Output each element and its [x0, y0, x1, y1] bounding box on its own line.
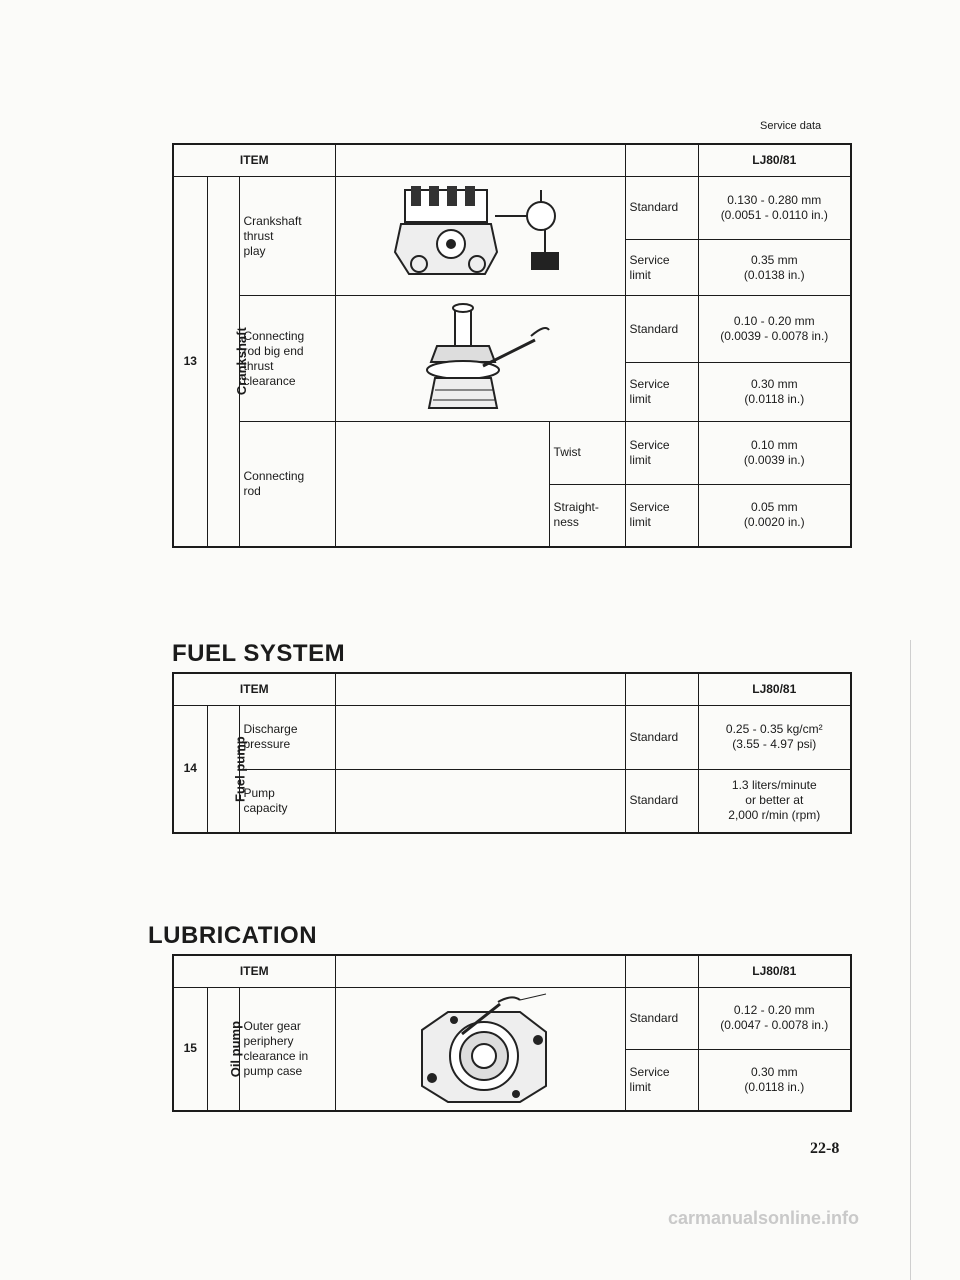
spec-label: Standard [625, 296, 698, 363]
spec-label: Standard [625, 769, 698, 833]
item-name: Connecting rod [239, 421, 335, 547]
header-blank [335, 144, 625, 176]
header-model: LJ80/81 [698, 144, 851, 176]
row-number: 15 [173, 987, 207, 1111]
crankshaft-spec-table [172, 143, 852, 548]
spec-value: 0.10 mm (0.0039 in.) [698, 421, 851, 484]
spec-label: Service limit [625, 363, 698, 422]
table-header-row [173, 144, 851, 176]
header-blank [625, 673, 698, 705]
crankshaft-thrust-illustration [335, 176, 625, 295]
group-label: Crankshaft [207, 176, 239, 547]
image-blank [335, 421, 549, 547]
table-row [173, 296, 851, 363]
spec-label: Standard [625, 987, 698, 1049]
group-label: Fuel pump [207, 705, 239, 833]
spec-label: Service limit [625, 239, 698, 296]
connecting-rod-clearance-illustration [335, 296, 625, 422]
spec-sublabel: Twist [549, 421, 625, 484]
footer-watermark: carmanualsonline.info [668, 1208, 860, 1228]
image-blank [335, 769, 625, 833]
table-row [173, 421, 851, 484]
spec-value: 0.05 mm (0.0020 in.) [698, 484, 851, 547]
header-blank [335, 673, 625, 705]
header-item: ITEM [173, 955, 335, 987]
margin-rule [910, 640, 911, 1280]
table-row [173, 176, 851, 239]
spec-label: Standard [625, 176, 698, 239]
header-blank [625, 144, 698, 176]
item-name: Discharge pressure [239, 705, 335, 769]
spec-value: 0.10 - 0.20 mm (0.0039 - 0.0078 in.) [698, 296, 851, 363]
spec-sublabel: Straight-ness [549, 484, 625, 547]
item-name: Connecting rod big end thrust clearance [239, 296, 335, 422]
table-row [173, 769, 851, 833]
item-name: Pump capacity [239, 769, 335, 833]
header-model: LJ80/81 [698, 673, 851, 705]
item-name: Crankshaft thrust play [239, 176, 335, 295]
item-name: Outer gear periphery clearance in pump case [239, 987, 335, 1111]
running-head: Service data [760, 120, 822, 132]
section-title-fuel: FUEL SYSTEM [172, 640, 346, 667]
spec-label: Service limit [625, 484, 698, 547]
spec-label: Service limit [625, 1049, 698, 1111]
image-blank [335, 705, 625, 769]
fuel-spec-table [172, 672, 852, 834]
table-header-row [173, 955, 851, 987]
row-number: 13 [173, 176, 207, 547]
spec-value: 0.25 - 0.35 kg/cm² (3.55 - 4.97 psi) [698, 705, 851, 769]
oil-pump-illustration [335, 987, 625, 1111]
spec-value: 0.30 mm (0.0118 in.) [698, 1049, 851, 1111]
header-item: ITEM [173, 144, 335, 176]
table-row [173, 705, 851, 769]
table-header-row [173, 673, 851, 705]
header-item: ITEM [173, 673, 335, 705]
header-blank [335, 955, 625, 987]
spec-value: 0.30 mm (0.0118 in.) [698, 363, 851, 422]
section-title-lubrication: LUBRICATION [148, 922, 318, 949]
spec-label: Service limit [625, 421, 698, 484]
spec-value: 1.3 liters/minute or better at 2,000 r/min (rpm) [698, 769, 851, 833]
group-label: Oil pump [207, 987, 239, 1111]
header-model: LJ80/81 [698, 955, 851, 987]
lubrication-spec-table [172, 954, 852, 1112]
page-number: 22-8 [810, 1140, 840, 1157]
spec-value: 0.130 - 0.280 mm (0.0051 - 0.0110 in.) [698, 176, 851, 239]
row-number: 14 [173, 705, 207, 833]
spec-value: 0.12 - 0.20 mm (0.0047 - 0.0078 in.) [698, 987, 851, 1049]
spec-label: Standard [625, 705, 698, 769]
table-row [173, 987, 851, 1049]
header-blank [625, 955, 698, 987]
spec-value: 0.35 mm (0.0138 in.) [698, 239, 851, 296]
